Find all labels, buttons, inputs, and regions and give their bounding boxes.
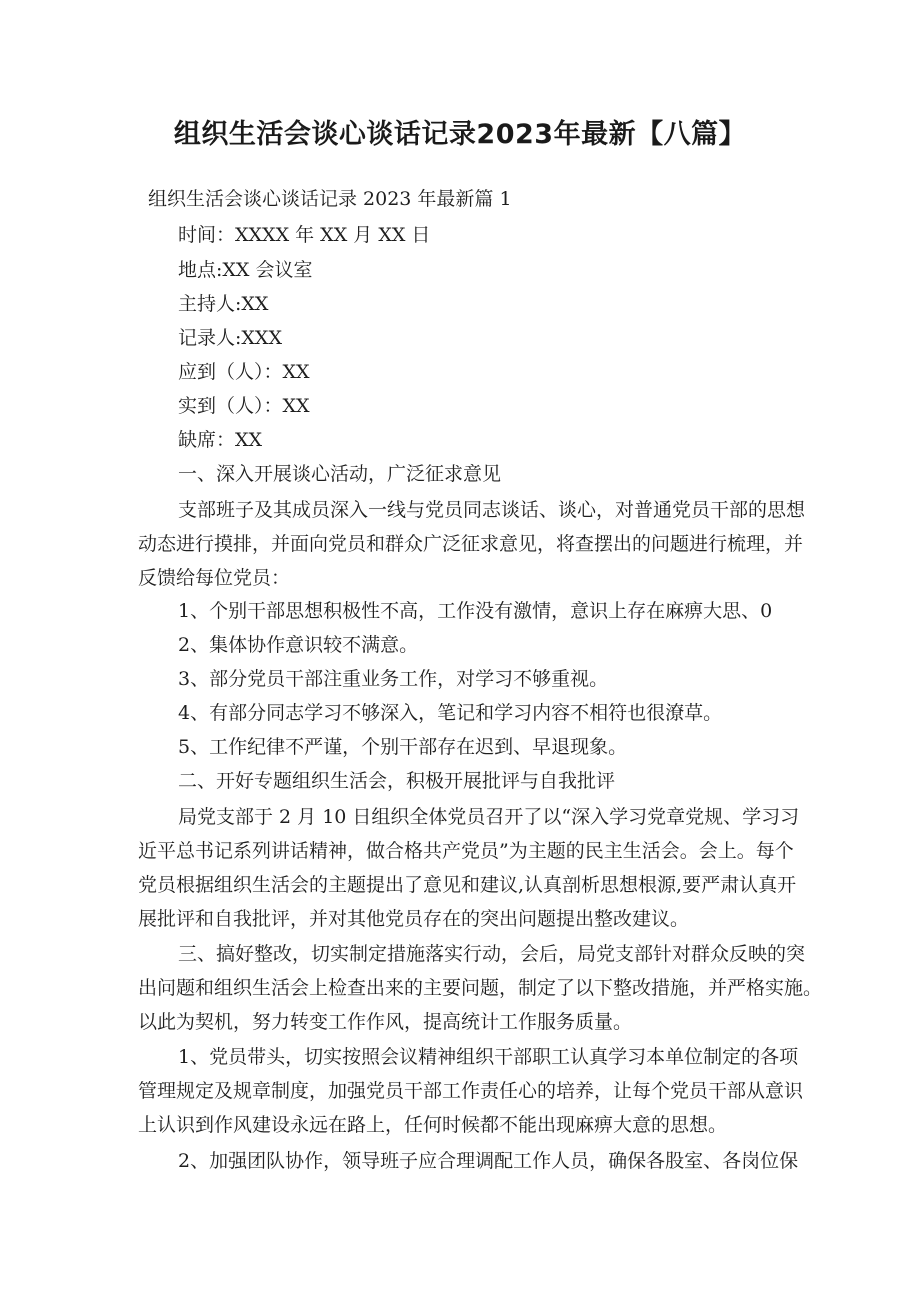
document-title: 组织生活会谈心谈话记录2023年最新【八篇】 — [173, 119, 747, 150]
issue-item-3: 3、部分党员干部注重业务工作，对学习不够重视。 — [178, 668, 609, 690]
info-expected: 应到（人）：XX — [178, 361, 310, 383]
section2-paragraph — [138, 800, 799, 936]
paragraph-line: 动态进行摸排，并面向党员和群众广泛征求意见，将查摆出的问题进行梳理，并 — [138, 533, 804, 555]
info-host: 主持人:XX — [178, 293, 269, 315]
paragraph-line: 展批评和自我批评，并对其他党员存在的突出问题提出整改建议。 — [138, 908, 690, 930]
info-absent: 缺席：XX — [178, 429, 263, 451]
paragraph-line: 2、加强团队协作，领导班子应合理调配工作人员，确保各股室、各岗位保 — [178, 1150, 799, 1172]
paragraph-line: 党员根据组织生活会的主题提出了意见和建议,认真剖析思想根源,要严肃认真开 — [138, 874, 797, 896]
paragraph-line: 近平总书记系列讲话精神，做合格共产党员”为主题的民主生活会。会上。每个 — [138, 840, 794, 862]
issue-item-4: 4、有部分同志学习不够深入，笔记和学习内容不相符也很潦草。 — [178, 702, 723, 724]
subtitle: 组织生活会谈心谈话记录 2023 年最新篇 1 — [148, 188, 512, 210]
paragraph-line: 管理规定及规章制度，加强党员干部工作责任心的培养，让每个党员干部从意识 — [138, 1080, 804, 1102]
paragraph-line: 上认识到作风建设永远在路上，任何时候都不能出现麻痹大意的思想。 — [138, 1114, 728, 1136]
paragraph-line: 支部班子及其成员深入一线与党员同志谈话、谈心，对普通党员干部的思想 — [178, 499, 806, 521]
issue-item-1: 1、个别干部思想积极性不高，工作没有激情，意识上存在麻痹大思、0 — [178, 600, 773, 622]
issue-item-2: 2、集体协作意识较不满意。 — [178, 634, 419, 656]
issue-item-5: 5、工作纪律不严谨，个别干部存在迟到、早退现象。 — [178, 736, 628, 758]
section3-paragraph — [138, 937, 822, 1039]
info-time: 时间：XXXX 年 XX 月 XX 日 — [178, 224, 431, 246]
paragraph-line: 出问题和组织生活会上检查出来的主要问题，制定了以下整改措施，并严格实施。 — [138, 977, 823, 999]
info-recorder: 记录人:XXX — [178, 327, 282, 349]
info-place: 地点:XX 会议室 — [178, 259, 313, 281]
paragraph-line: 局党支部于 2 月 10 日组织全体党员召开了以“深入学习党章党规、学习习 — [178, 806, 800, 828]
section1-paragraph — [138, 493, 805, 595]
section1-heading: 一、深入开展谈心活动，广泛征求意见 — [178, 463, 502, 485]
paragraph-line: 1、党员带头，切实按照会议精神组织干部职工认真学习本单位制定的各项 — [178, 1046, 799, 1068]
paragraph-line: 以此为契机，努力转变工作作风，提高统计工作服务质量。 — [138, 1011, 633, 1033]
measure-item-1 — [138, 1040, 803, 1142]
paragraph-line: 反馈给每位党员： — [138, 567, 291, 589]
measure-item-2 — [138, 1144, 798, 1178]
paragraph-line: 三、搞好整改，切实制定措施落实行动，会后，局党支部针对群众反映的突 — [178, 943, 806, 965]
section2-heading: 二、开好专题组织生活会，积极开展批评与自我批评 — [178, 770, 616, 792]
info-actual: 实到（人）：XX — [178, 395, 310, 417]
